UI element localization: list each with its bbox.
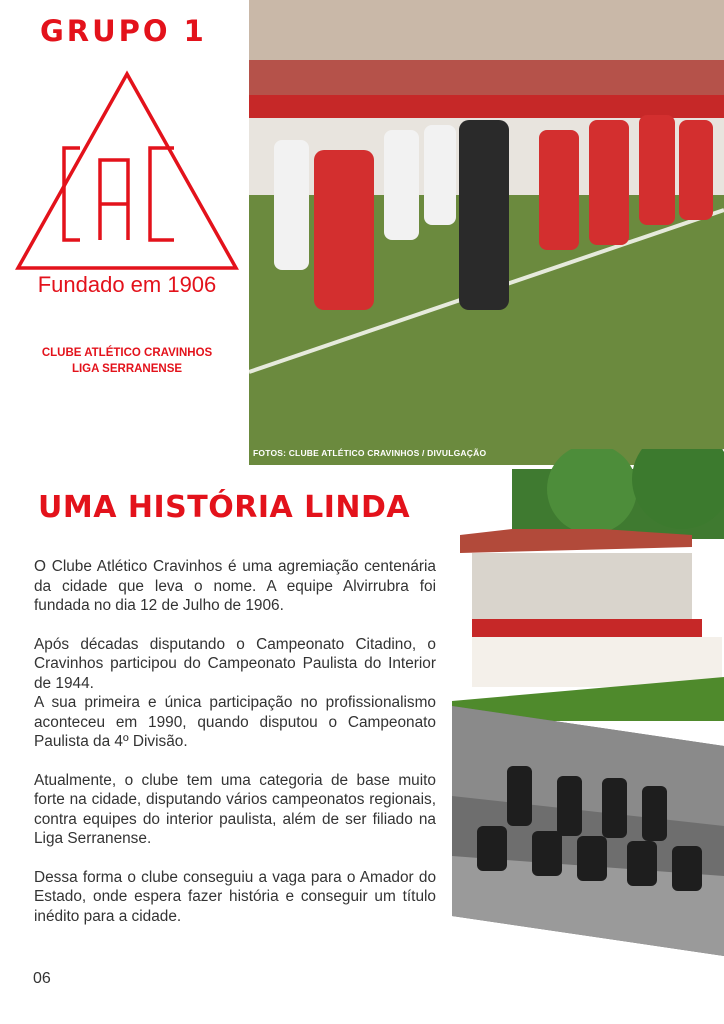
- team-photo: [249, 0, 724, 465]
- founded-text: Fundado em 1906: [37, 272, 217, 297]
- paragraph: Dessa forma o clube conseguiu a vaga para o Amador do Estado, onde espera fazer história e conseguir um título inédito para a cidade.: [34, 868, 436, 925]
- photo-caption: FOTOS: CLUBE ATLÉTICO CRAVINHOS / DIVULGAÇÃO: [253, 448, 487, 458]
- vintage-photo-illustration: [452, 706, 724, 956]
- paragraph: Após décadas disputando o Campeonato Citadino, o Cravinhos participou do Campeonato Paulista do Interior de 1944.: [34, 635, 436, 692]
- stadium-photo: [452, 449, 724, 721]
- article-body: [34, 557, 436, 945]
- article-title: UMA HISTÓRIA LINDA: [38, 490, 411, 525]
- club-logo: [14, 68, 240, 300]
- paragraph: O Clube Atlético Cravinhos é uma agremiação centenária da cidade que leva o nome. A equipe Alvirrubra foi fundada no dia 12 de Julho de 1906.: [34, 558, 436, 614]
- club-name-line: CLUBE ATLÉTICO CRAVINHOS: [41, 347, 213, 359]
- group-title: GRUPO 1: [40, 14, 207, 48]
- vintage-team-photo: [452, 706, 724, 956]
- paragraph: A sua primeira e única participação no profissionalismo aconteceu em 1990, quando disputou o Campeonato Paulista da 4º Divisão.: [34, 694, 436, 750]
- league-name-line: LIGA SERRANENSE: [71, 363, 183, 375]
- stadium-illustration: [452, 449, 724, 721]
- page-number: 06: [33, 970, 51, 987]
- team-photo-illustration: [249, 0, 724, 465]
- paragraph: Atualmente, o clube tem uma categoria de base muito forte na cidade, disputando vários campeonatos regionais, contra equipes do interior paulista, além de ser filiado na Liga Serranense.: [34, 771, 436, 847]
- club-name: [14, 345, 240, 377]
